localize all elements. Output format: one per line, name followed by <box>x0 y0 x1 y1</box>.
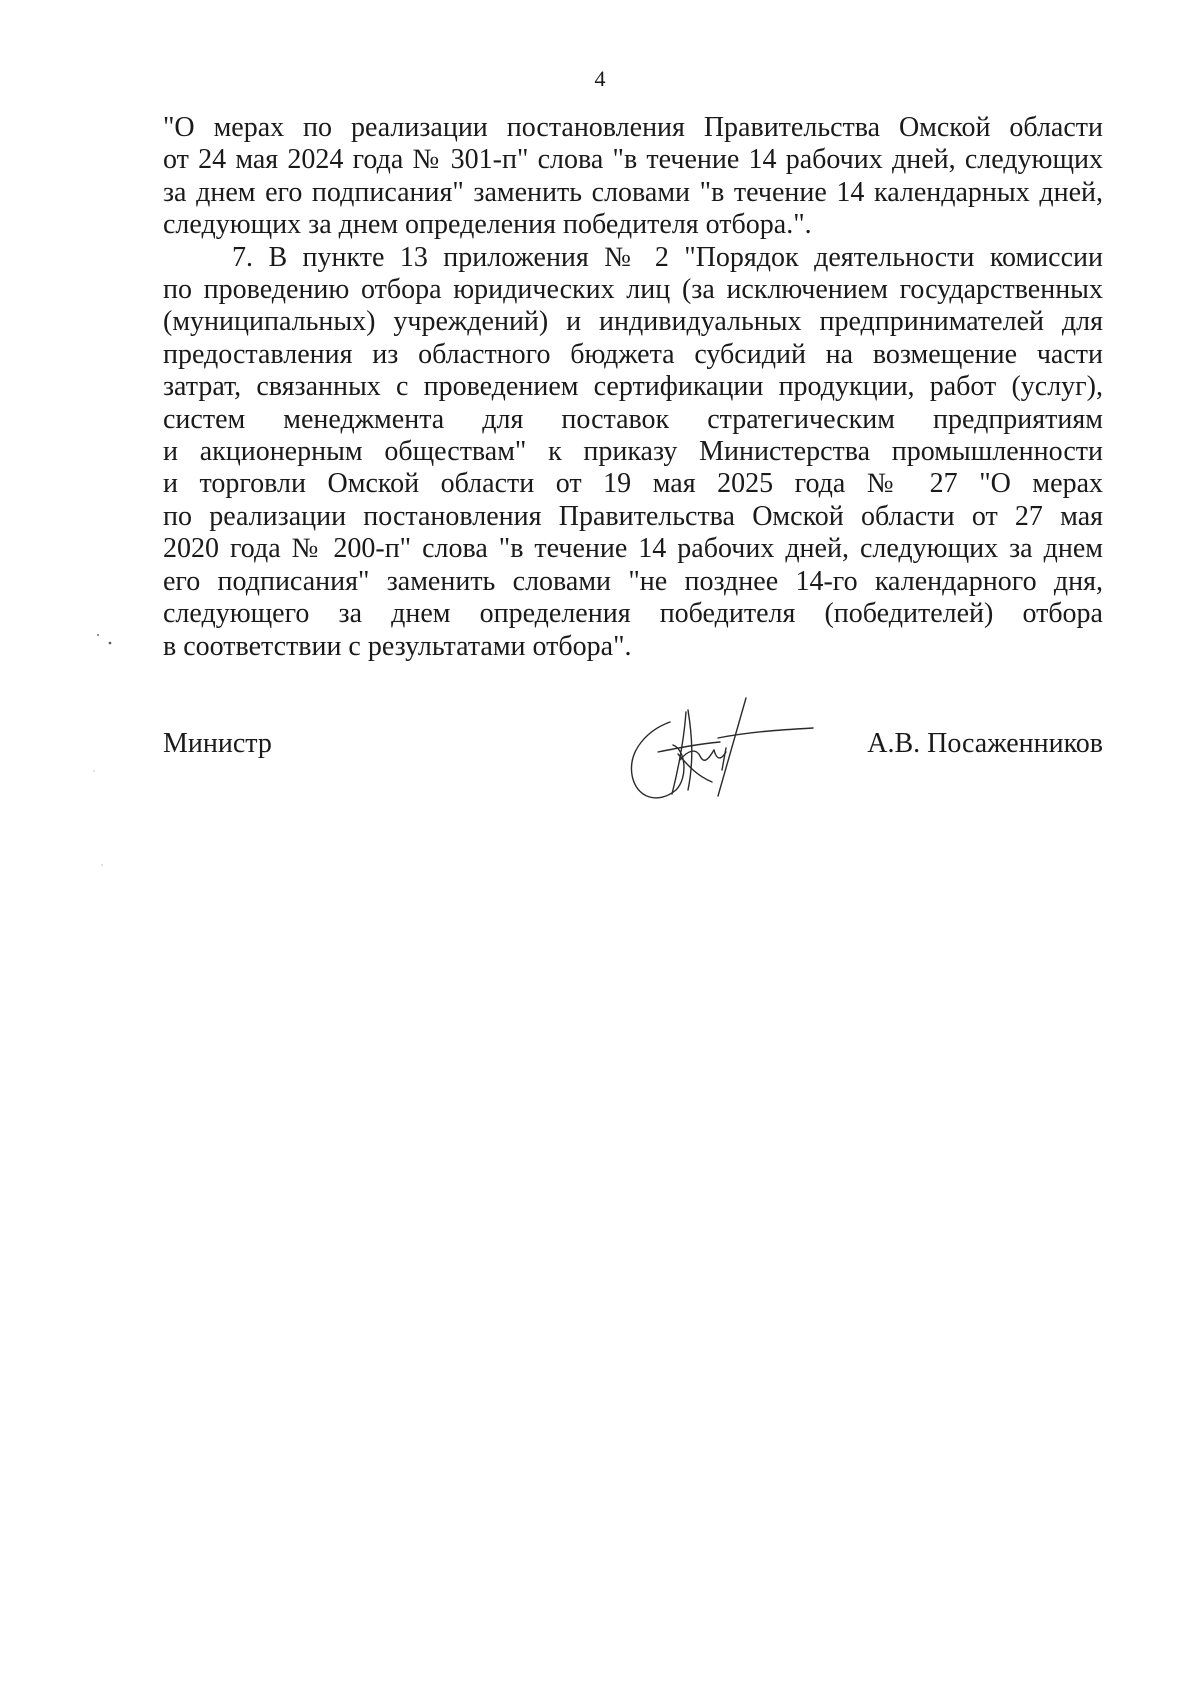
paragraph-2 <box>163 242 1103 663</box>
handwritten-signature <box>618 690 818 810</box>
text-line: и акционерным обществам" к приказу Министерства промышленности <box>163 436 1103 468</box>
text-line: 2020 года № 200-п" слова "в течение 14 рабочих дней, следующих за днем <box>163 533 1103 565</box>
text-line: "О мерах по реализации постановления Правительства Омской области <box>163 112 1103 143</box>
text-line: систем менеджмента для поставок стратегическим предприятиям <box>163 403 1103 435</box>
signatory-name: А.В. Посаженников <box>867 728 1103 759</box>
text-line: его подписания" заменить словами "не позднее 14-го календарного дня, <box>163 565 1103 597</box>
text-line: и торговли Омской области от 19 мая 2025 года № 27 "О мерах <box>163 468 1103 500</box>
text-line: за днем его подписания" заменить словами "в течение 14 календарных дней, <box>163 176 1103 208</box>
text-line: по реализации постановления Правительства Омской области от 27 мая <box>163 500 1103 532</box>
text-line: по проведению отбора юридических лиц (за исключением государственных <box>163 274 1103 306</box>
text-line: следующего за днем определения победителя (победителей) отбора <box>163 598 1103 630</box>
page-number: 4 <box>594 66 606 91</box>
text-line: предоставления из областного бюджета субсидий на возмещение части <box>163 338 1103 370</box>
document-body <box>163 112 1103 663</box>
text-line: от 24 мая 2024 года № 301-п" слова "в течение 14 рабочих дней, следующих <box>163 144 1103 176</box>
text-line: (муниципальных) учреждений) и индивидуальных предпринимателей для <box>163 306 1103 338</box>
text-line: следующих за днем определения победителя отбора.". <box>163 209 812 241</box>
text-line: 7. В пункте 13 приложения № 2 "Порядок деятельности комиссии <box>232 241 1103 273</box>
paragraph-1 <box>163 112 1103 242</box>
signatory-title: Министр <box>163 728 272 759</box>
scan-specks <box>88 615 128 895</box>
text-line: затрат, связанных с проведением сертификации продукции, работ (услуг), <box>163 371 1103 403</box>
text-line: в соответствии с результатами отбора". <box>163 630 632 662</box>
